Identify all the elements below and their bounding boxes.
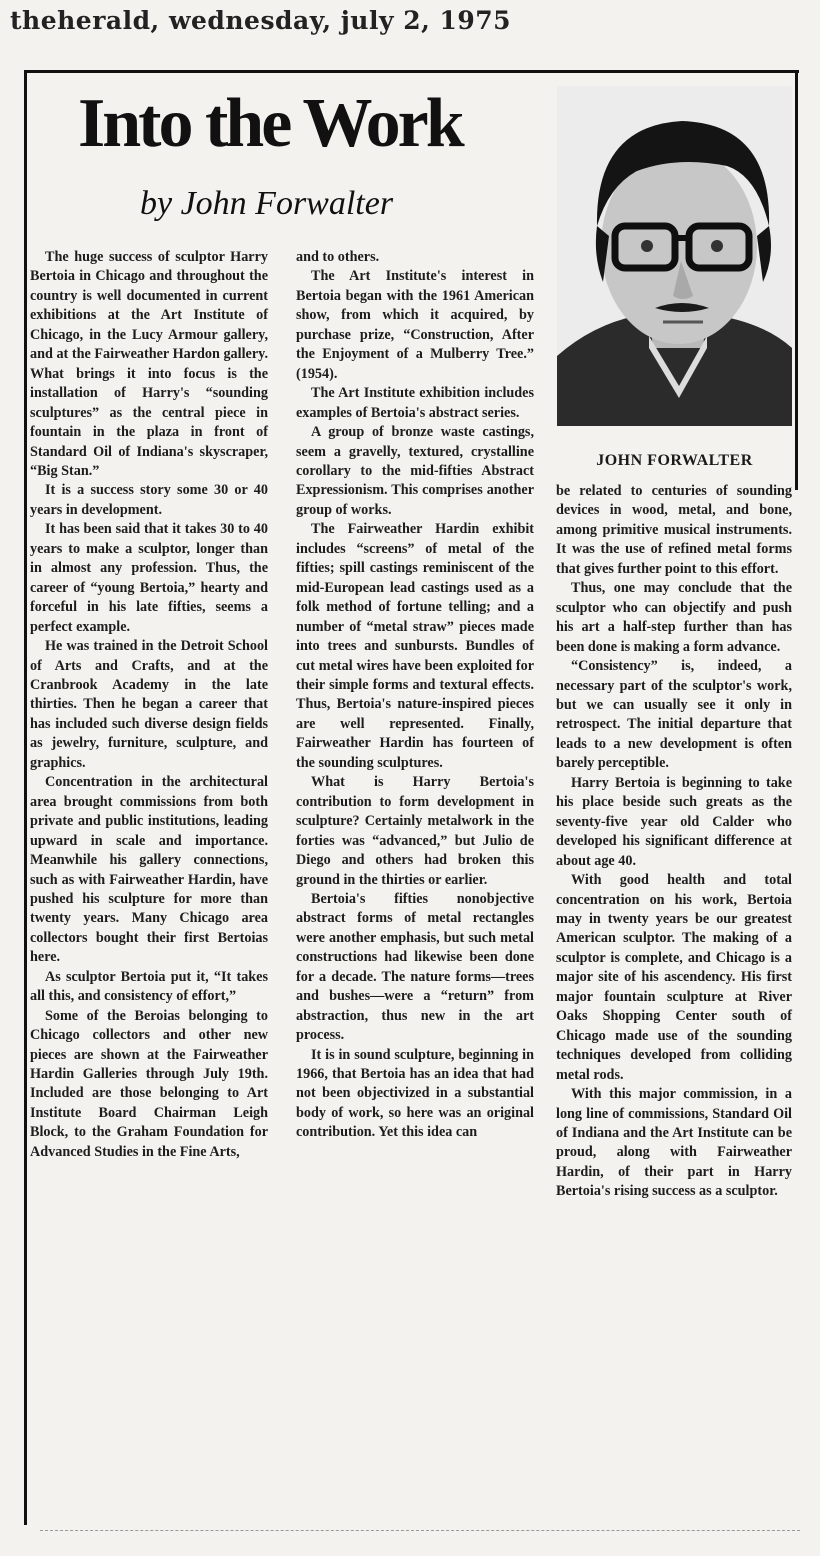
paragraph: be related to centuries of sounding devices in wood, metal, and bone, among primitive musical instruments. It was the use of refined metal forms that gives further point to this effort. [556, 483, 792, 577]
paragraph: The Art Institute exhibition includes examples of Bertoia's abstract series. [296, 385, 534, 421]
article-column-1 [30, 248, 268, 1162]
article-border-right [795, 70, 798, 490]
paragraph: Concentration in the architectural area brought commissions from both private and public institutions, leading upward in scale and importance. Meanwhile his gallery connections, such as with Fairweather Hardin, have pushed his sculpture for more than twenty years. Many Chicago area collectors bought their first Bertoias here. [30, 774, 268, 966]
newspaper-dateline: theherald, wednesday, july 2, 1975 [10, 6, 512, 35]
paragraph: A group of bronze waste castings, seem a gravelly, textured, crystalline corollary to the mid-fifties Abstract Expressionism. This comprises another group of works. [296, 424, 534, 518]
paragraph: Harry Bertoia is beginning to take his place beside such greats as the seventy-five year old Calder who developed his significant difference at about age 40. [556, 774, 792, 869]
paragraph: Thus, one may conclude that the sculptor who can objectify and push his art a half-step further than has been done is making a form advance. [556, 580, 792, 655]
paragraph: Some of the Beroias belonging to Chicago collectors and other new pieces are shown at the Fairweather Hardin Galleries through July 19th. Included are those belonging to Art Institute Board Chairman Leigh Block, to the Graham Foundation for Advanced Studies in the Fine Arts, [30, 1007, 268, 1160]
author-photo [557, 86, 792, 426]
paragraph: As sculptor Bertoia put it, “It takes all this, and consistency of effort,” [30, 968, 268, 1005]
article-column-3 [556, 482, 792, 1202]
article-column-2 [296, 248, 534, 1143]
clipping-edge [40, 1530, 800, 1539]
byline: by John Forwalter [140, 185, 394, 222]
paragraph: The Art Institute's interest in Bertoia began with the 1961 American show, from which it acquired, by purchase prize, “Construction, After the Enjoyment of a Mulberry Tree.” (1954). [296, 268, 534, 382]
paragraph: What is Harry Bertoia's contribution to form development in sculpture? Certainly metalwork in the forties was “advanced,” but Julio de Diego and others had broken this ground in the thirties or earlier. [296, 774, 534, 888]
photo-caption: JOHN FORWALTER [596, 452, 753, 469]
paragraph: It is in sound sculpture, beginning in 1966, that Bertoia has an idea that had not been objectivized in a substantial body of work, so here was an original contribution. Yet this idea can [296, 1046, 534, 1141]
paragraph: With this major commission, in a long line of commissions, Standard Oil of Indiana and the Art Institute can be proud, along with Fairweather Hardin, of their part in Harry Bertoia's rising success as a sculptor. [556, 1086, 792, 1200]
paragraph: He was trained in the Detroit School of Arts and Crafts, and at the Cranbrook Academy in the late thirties. Then he began a career that has included such diverse design fields as jewelry, furniture, sculpture, and graphics. [30, 638, 268, 771]
paragraph: The Fairweather Hardin exhibit includes “screens” of metal of the fifties; spill castings reminiscent of the mid-European lead castings used as a folk method of fortune telling; and a number of “metal straw” pieces made into trees and sunbursts. Bundles of cut metal wires have been exploited for their simple forms and textural effects. Thus, Bertoia's nature-inspired pieces are well represented. Finally, Fairweather Hardin has fourteen of the sounding sculptures. [296, 521, 534, 771]
paragraph: and to others. [296, 249, 380, 265]
paragraph: The huge success of sculptor Harry Bertoia in Chicago and throughout the country is well documented in current exhibitions at the Art Institute of Chicago, in the Lucy Armour gallery, and at the Fairweather Hardon gallery. What brings it into focus is the installation of Harry's “sounding sculptures” as the central piece in fountain in the plaza in front of Standard Oil of Indiana's skyscraper, “Big Stan.” [30, 249, 268, 479]
paragraph: It has been said that it takes 30 to 40 years to make a sculptor, longer than in almost any profession. Thus, the career of “young Bertoia,” hearty and forceful in his late fifties, seems a perfect example. [30, 521, 268, 635]
paragraph: “Consistency” is, indeed, a necessary part of the sculptor's work, but we can usually see it only in retrospect. The initial departure that leads to a new development is often barely perceptible. [556, 658, 792, 772]
paragraph: With good health and total concentration on his work, Bertoia may in twenty years be our greatest American sculptor. The making of a sculptor is complete, and Chicago is a major site of his ascendency. His first major fountain sculpture at River Oaks Shopping Center south of Chicago made use of the sounding techniques developed from colliding metal rods. [556, 872, 792, 1083]
headline: Into the Work [78, 85, 462, 162]
paragraph: It is a success story some 30 or 40 years in development. [30, 482, 268, 518]
paragraph: Bertoia's fifties nonobjective abstract forms of metal rectangles were another emphasis, but such metal constructions had likewise been done for a decade. The nature forms—trees and bushes—were a “return” from abstraction, thus new in the art process. [296, 890, 534, 1044]
